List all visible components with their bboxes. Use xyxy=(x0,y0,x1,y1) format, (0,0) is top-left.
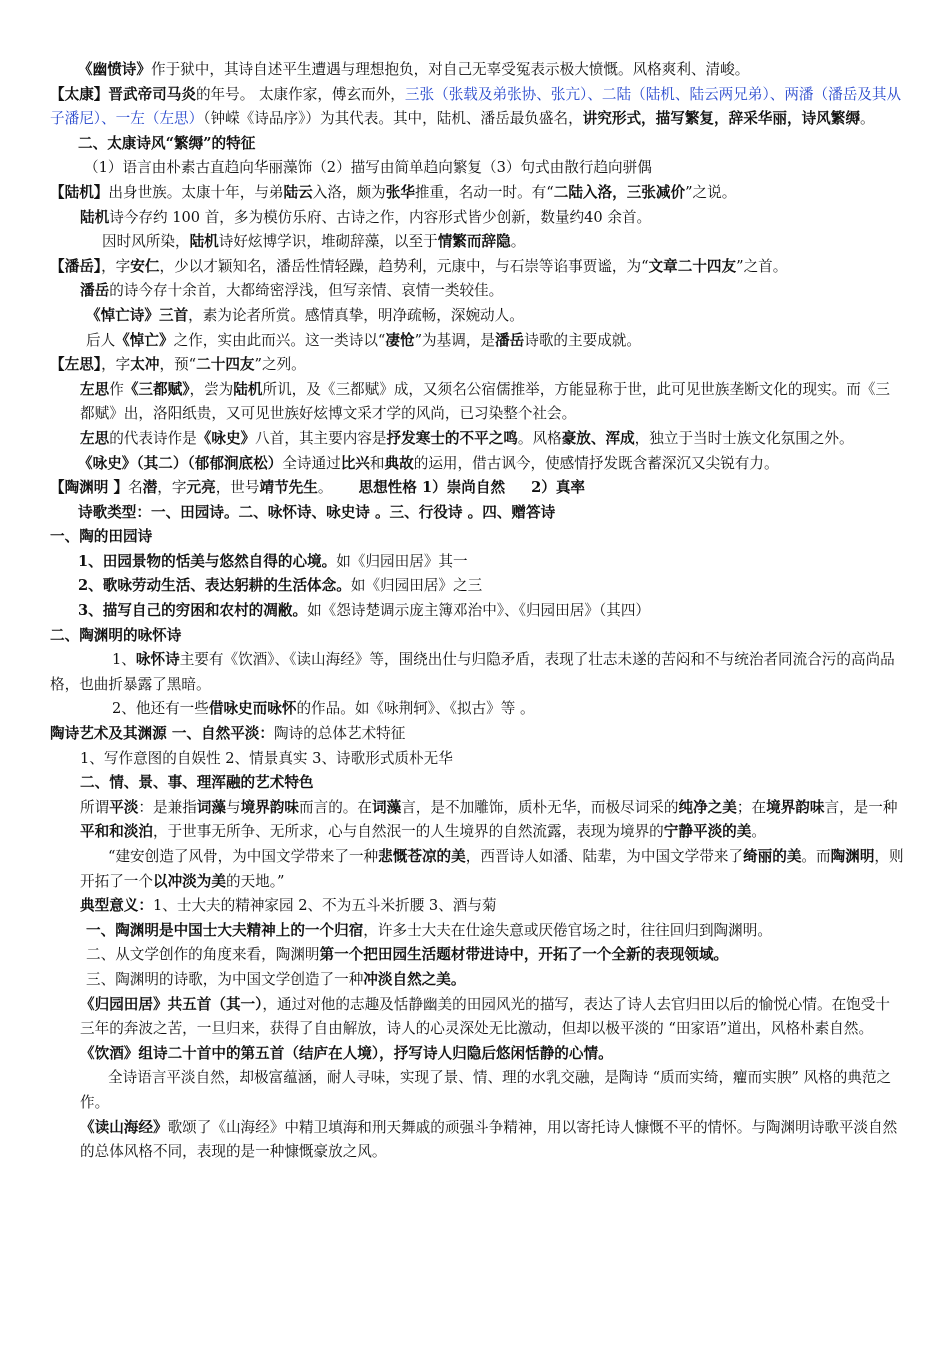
text-segment: 安仁 xyxy=(130,257,160,275)
text-segment: ，素为论者所赏。感情真挚，明净疏畅，深婉动人。 xyxy=(188,306,524,324)
text-segment: 陆机 xyxy=(189,233,219,251)
text-segment: ：是兼指 xyxy=(138,798,197,816)
text-segment: 二、太康诗风“繁缛”的特征 xyxy=(78,134,256,152)
text-segment: 绮丽的美 xyxy=(743,848,802,865)
text-line-l29 xyxy=(50,845,904,894)
text-segment: 的天地。” xyxy=(225,872,285,890)
text-segment: 作 xyxy=(109,380,124,398)
text-segment: 主要有《饮酒》、《读山海经》等，围绕出仕与归隐矛盾，表现了壮志未遂的苦闷和不与统治者同流合污的高尚品格，也曲折暴露了黑暗。 xyxy=(50,651,895,693)
text-line-l35 xyxy=(50,1042,904,1067)
text-segment: 典型意义： xyxy=(80,897,153,915)
text-line-l6 xyxy=(50,206,904,231)
text-segment: 诗歌的主要成就。 xyxy=(524,331,641,349)
text-segment: 之作，实由此而兴。这一类诗以“ xyxy=(173,331,386,349)
text-segment: 名 xyxy=(128,479,143,497)
text-line-l20 xyxy=(50,574,904,599)
text-segment: 的年号。 太康作家，傅玄而外， xyxy=(195,85,405,103)
text-segment: 【陆机】 xyxy=(50,183,109,201)
text-line-l4 xyxy=(50,156,904,181)
text-segment: 凄怆 xyxy=(385,331,415,349)
text-line-l22 xyxy=(50,624,904,649)
text-segment: 太冲 xyxy=(130,356,160,374)
text-segment: 《悼亡诗》三首 xyxy=(86,306,189,324)
text-line-l32 xyxy=(50,943,904,968)
text-segment: “建安创造了风骨，为中国文学带来了一种 xyxy=(108,848,379,865)
text-segment: ，少以才颖知名，潘岳性情轻躁，趋势利，元康中，与石崇等谄事贾谧，为“ xyxy=(159,257,649,275)
text-segment: 而言的。在 xyxy=(299,798,372,816)
text-segment: 境界韵味 xyxy=(240,798,299,816)
text-line-l16 xyxy=(50,476,904,501)
text-line-l24 xyxy=(50,697,904,722)
text-segment: 二十四友 xyxy=(196,356,255,374)
text-segment: 的作品。如《咏荆轲》、《拟古》等 。 xyxy=(296,700,535,718)
text-segment: 如《归园田居》之三 xyxy=(350,577,483,595)
text-segment: ，则开拓了一个 xyxy=(80,848,904,890)
text-segment: 抒发寒士的不平之鸣 xyxy=(386,429,518,447)
text-segment: 的运用，借古讽今，使感情抒发既含蓄深沉又尖锐有力。 xyxy=(413,454,779,472)
text-line-l15 xyxy=(50,452,904,477)
text-line-l31 xyxy=(50,919,904,944)
text-segment: 陶诗的总体艺术特征 xyxy=(274,725,406,743)
text-line-l14 xyxy=(50,427,904,452)
text-segment: 宁静平淡的美 xyxy=(663,823,752,841)
text-segment: 八首，其主要内容是 xyxy=(255,429,387,447)
text-segment: 。风格 xyxy=(517,429,562,447)
text-segment: 二、陶渊明的咏怀诗 xyxy=(50,626,182,644)
text-segment: 情繁而辞隐 xyxy=(437,233,511,251)
text-line-l9 xyxy=(50,279,904,304)
text-segment: 《咏史》 xyxy=(196,429,256,447)
text-line-l13 xyxy=(50,378,904,427)
text-segment: 歌颂了《山海经》中精卫填海和刑天舞戚的顽强斗争精神，用以寄托诗人慷慨不平的情怀。与陶渊明诗歌平淡自然的总体风格不同，表现的是一种慷慨豪放之风。 xyxy=(80,1118,898,1161)
text-line-l25 xyxy=(50,722,904,747)
text-segment: ，独立于当时士族文化氛围之外。 xyxy=(634,429,854,447)
text-segment: 元亮 xyxy=(186,479,216,497)
text-segment: 2、歌咏劳动生活、表达躬耕的生活体念。 xyxy=(78,577,351,595)
text-line-l1 xyxy=(50,58,904,83)
text-segment: 二、从文学创作的角度来看，陶渊明 xyxy=(86,946,320,964)
text-segment: ，世号 xyxy=(215,479,260,497)
text-segment: 。 xyxy=(751,823,766,841)
text-line-l30 xyxy=(50,894,904,919)
text-segment: 1、写作意图的自娱性 2、情景真实 3、诗歌形式质朴无华 xyxy=(80,749,453,767)
text-segment: （1）语言由朴素古直趋向华丽藻饰（2）描写由简单趋向繁复（3）句式由散行趋向骈偶 xyxy=(84,159,652,177)
text-segment: 陆机 xyxy=(233,380,263,398)
text-line-l3 xyxy=(50,132,904,157)
text-segment: 三、陶渊明的诗歌，为中国文学创造了一种 xyxy=(86,970,364,988)
text-line-l33 xyxy=(50,968,904,993)
text-segment: 以冲淡为美 xyxy=(152,872,226,890)
text-segment: ”之列。 xyxy=(254,356,306,374)
text-line-l18 xyxy=(50,525,904,550)
text-segment: 一、陶渊明是中国士大夫精神上的一个归宿 xyxy=(86,921,364,939)
text-segment: 潜 xyxy=(142,479,158,497)
text-segment: 【太康】晋武帝司马炎 xyxy=(50,85,196,103)
text-segment: 比兴 xyxy=(340,454,370,472)
text-segment: 2）真率 xyxy=(531,479,586,497)
text-segment: 言，是不加雕饰，质朴无华，而极尽词采的 xyxy=(401,798,679,816)
text-segment: 悲慨苍凉的美 xyxy=(378,848,466,865)
text-segment: 《归园田居》共五首（其一） xyxy=(80,995,263,1013)
text-segment: 《读山海经》 xyxy=(80,1118,168,1136)
text-segment: ，于世事无所争、无所求，心与自然泯一的人生境界的自然流露，表现为境界的 xyxy=(152,823,664,841)
text-segment: 如《怨诗楚调示庞主簿邓治中》、《归园田居》（其四） xyxy=(307,602,651,620)
text-segment: 讲究形式，描写繁复，辞采华丽，诗风繁缛 xyxy=(582,110,860,128)
text-segment: 如《归园田居》其一 xyxy=(336,552,468,570)
text-segment: 作于狱中，其诗自述平生遭遇与理想抱负，对自己无辜受冤表示极大愤慨。风格爽利、清峻。 xyxy=(150,61,750,78)
text-line-l7 xyxy=(50,230,904,255)
text-segment: ”之首。 xyxy=(736,257,788,275)
text-segment: 全诗语言平淡自然，却极富蕴涵，耐人寻味，实现了景、情、理的水乳交融，是陶诗 “质而实绮，癯而实腴” 风格的典范之作。 xyxy=(80,1069,892,1111)
text-segment: 潘岳 xyxy=(80,282,110,300)
text-segment: 入洛，颇为 xyxy=(312,183,386,201)
text-segment: 《幽愤诗》 xyxy=(78,61,151,78)
text-segment: 2、他还有一些 xyxy=(112,700,209,718)
text-segment: 言，是一种 xyxy=(824,798,898,816)
text-segment: 的代表诗作是 xyxy=(109,429,197,447)
text-segment: ，字 xyxy=(101,257,131,275)
text-line-l27 xyxy=(50,771,904,796)
text-segment: 陆机 xyxy=(80,208,110,226)
text-line-l28 xyxy=(50,796,904,845)
text-segment: 冲淡自然之美。 xyxy=(363,970,466,988)
text-segment: 《饮酒》组诗二十首中的第五首（结庐在人境），抒写诗人归隐后悠闲恬静的心情。 xyxy=(80,1044,613,1062)
text-segment: 。 xyxy=(317,479,333,497)
text-segment: 和 xyxy=(369,454,385,472)
text-segment: 平和和淡泊 xyxy=(80,823,153,841)
text-segment: 1、士大夫的精神家园 2、不为五斗米折腰 3、酒与菊 xyxy=(152,897,497,915)
text-segment: 咏怀诗 xyxy=(135,651,180,669)
text-segment: ；在 xyxy=(736,798,767,816)
text-segment: ，许多士大夫在仕途失意或厌倦官场之时，往往回归到陶渊明。 xyxy=(363,921,772,939)
text-line-l17 xyxy=(50,501,904,526)
text-segment: 【潘岳】 xyxy=(50,257,102,275)
text-line-l37 xyxy=(50,1116,904,1165)
text-segment: 与 xyxy=(226,798,241,816)
text-segment: 一、陶的田园诗 xyxy=(50,528,153,546)
text-line-l19 xyxy=(50,550,904,575)
text-segment: 陶诗艺术及其渊源 一、自然平淡： xyxy=(50,725,274,743)
text-segment: 张华 xyxy=(385,183,415,201)
text-segment: 诗歌类型：一、田园诗。二、咏怀诗、咏史诗 。三、行役诗 。四、赠答诗 xyxy=(78,503,556,521)
text-segment: 诗今存约 100 首，多为模仿乐府、古诗之作，内容形式皆少创新，数量约40 余首。 xyxy=(109,208,652,226)
text-segment: 陶渊明 xyxy=(830,848,875,865)
text-segment: 1、 xyxy=(112,651,136,669)
text-segment: ，尝为 xyxy=(189,380,234,398)
text-segment: 3、描写自己的穷困和农村的凋敝。 xyxy=(78,602,308,620)
text-segment: 《三都赋》 xyxy=(123,380,190,398)
text-segment: 豪放、浑成 xyxy=(561,429,635,447)
text-segment: 所讥，及《三都赋》成，又须名公宿儒推举，方能显称于世，此可见世族垄断文化的现实。而《三都赋》出，洛阳纸贵，又可见世族好炫博文采才学的风尚，已习染整个社会。 xyxy=(80,380,891,423)
text-segment: 。 xyxy=(859,110,875,128)
text-segment: （钟嵘《诗品序》）为其代表。其中，陆机、潘岳最负盛名， xyxy=(203,110,583,128)
text-line-l2 xyxy=(50,83,904,132)
text-segment: 平淡 xyxy=(109,798,139,816)
text-segment: 境界韵味 xyxy=(766,798,825,816)
text-segment: 典故 xyxy=(384,454,414,472)
text-segment: 所谓 xyxy=(80,798,110,816)
text-segment: ，西晋诗人如潘、陆辈，为中国文学带来了 xyxy=(465,848,744,865)
text-segment: ”之说。 xyxy=(685,183,737,201)
text-segment: 【陶渊明 】 xyxy=(50,479,129,497)
text-segment: 思想性格 1）崇尚自然 xyxy=(358,479,506,497)
text-line-l12 xyxy=(50,353,904,378)
text-segment: 第一个把田园生活题材带进诗中，开拓了一个全新的表现领域。 xyxy=(319,946,729,964)
text-segment: 。 xyxy=(510,233,526,251)
text-segment: 左思 xyxy=(80,380,110,398)
text-segment: 纯净之美 xyxy=(678,798,737,816)
text-line-l36 xyxy=(50,1066,904,1115)
text-segment: 诗好炫博学识，堆砌辞藻，以至于 xyxy=(218,233,438,251)
text-segment: 左思 xyxy=(80,429,110,447)
text-segment: 《咏史》（其二）（郁郁涧底松） xyxy=(78,454,283,472)
text-segment: ，预“ xyxy=(159,356,197,374)
text-segment: 二陆入洛，三张减价 xyxy=(553,183,686,201)
text-segment: 的诗今存十余首，大都绮密浮浅，但写亲情、哀情一类较佳。 xyxy=(109,282,504,300)
text-segment: 陆云 xyxy=(283,183,313,201)
text-segment: 【左思】 xyxy=(50,356,102,374)
text-segment: 因时风所染， xyxy=(102,233,190,251)
text-line-l5 xyxy=(50,181,904,206)
text-segment: 词藻 xyxy=(196,798,226,816)
text-segment: ，通过对他的志趣及恬静幽美的田园风光的描写，表达了诗人去官归田以后的愉悦心情。在饱受十三年的奔波之苦，一旦归来，获得了自由解放，诗人的心灵深处无比激动，但却以极平淡的 “田家语”道出，风格朴素自然。 xyxy=(80,995,890,1038)
text-segment: ，字 xyxy=(101,356,131,374)
text-line-l26 xyxy=(50,747,904,772)
text-segment: ，字 xyxy=(157,479,187,497)
text-segment: 后人 xyxy=(86,331,116,349)
text-segment: 三张（张载及弟张协、张亢）、二陆（陆机、陆云两兄弟）、两潘（潘岳及其从子潘尼）、一左（左思） xyxy=(50,85,902,128)
text-segment: 潘岳 xyxy=(495,331,525,349)
text-segment: 借咏史而咏怀 xyxy=(208,700,297,718)
text-line-l8 xyxy=(50,255,904,280)
text-line-l23 xyxy=(50,648,904,697)
text-segment: 二、情、景、事、理浑融的艺术特色 xyxy=(80,774,314,792)
text-segment: 推重，名动一时。有“ xyxy=(414,183,554,201)
text-segment: 出身世族。太康十年，与弟 xyxy=(108,183,284,201)
text-segment: 《悼亡》 xyxy=(115,331,174,349)
text-segment: 全诗通过 xyxy=(282,454,341,472)
text-line-l10 xyxy=(50,304,904,329)
text-segment: 文章二十四友 xyxy=(648,257,737,275)
text-line-l34 xyxy=(50,993,904,1042)
text-segment: 靖节先生 xyxy=(259,479,318,497)
text-segment: 。而 xyxy=(801,848,831,865)
text-segment: 词藻 xyxy=(371,798,402,816)
text-segment: ”为基调，是 xyxy=(414,331,496,349)
text-line-l11 xyxy=(50,329,904,354)
text-line-l21 xyxy=(50,599,904,624)
text-segment: 1、田园景物的恬美与悠然自得的心境。 xyxy=(78,552,337,570)
